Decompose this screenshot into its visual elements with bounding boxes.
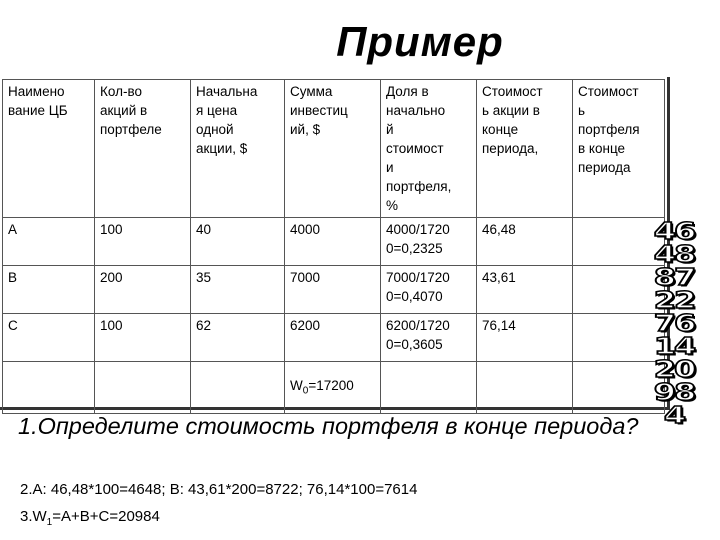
cell-end-price: 46,48 <box>477 218 573 266</box>
cell-sum: 7000 <box>285 266 381 314</box>
answer-line-1: 2.А: 46,48*100=4648; В: 43,61*200=8722; 76,14*100=7614 <box>20 481 418 498</box>
table-header-row <box>3 80 665 218</box>
portfolio-table <box>2 79 665 414</box>
table-row <box>3 266 665 314</box>
cell-qty: 100 <box>95 314 191 362</box>
cell-end-price: 43,61 <box>477 266 573 314</box>
cell-sum: 6200 <box>285 314 381 362</box>
deco-number: 22 <box>653 286 695 314</box>
cell-w0 <box>285 362 381 414</box>
deco-number: 76 <box>653 309 695 337</box>
cell-name: А <box>3 218 95 266</box>
table-total-row <box>3 362 665 414</box>
cell-price: 62 <box>191 314 285 362</box>
table-row <box>3 218 665 266</box>
header-end-value: Стоимост ь портфеля в конце периода <box>573 80 665 218</box>
answer-prefix: 3.W <box>20 508 47 525</box>
cell-qty: 100 <box>95 218 191 266</box>
cell-price: 40 <box>191 218 285 266</box>
decorative-numbers <box>628 217 720 429</box>
w0-value: =17200 <box>308 378 354 393</box>
deco-number: 98 <box>653 378 695 406</box>
header-quantity: Кол-во акций в портфеле <box>95 80 191 218</box>
cell-empty <box>95 362 191 414</box>
header-investment: Сумма инвестиц ий, $ <box>285 80 381 218</box>
answer-line-2 <box>20 508 160 528</box>
cell-share: 4000/1720 0=0,2325 <box>381 218 477 266</box>
cell-name: В <box>3 266 95 314</box>
deco-number: 48 <box>653 240 695 268</box>
cell-price: 35 <box>191 266 285 314</box>
deco-number: 46 <box>653 217 695 245</box>
w0-symbol: W <box>290 378 303 393</box>
cell-empty <box>3 362 95 414</box>
cell-share: 6200/1720 0=0,3605 <box>381 314 477 362</box>
w0-subscript: 0 <box>302 385 309 397</box>
header-security: Наимено вание ЦБ <box>3 80 95 218</box>
deco-number: 14 <box>653 332 695 360</box>
cell-share: 7000/1720 0=0,4070 <box>381 266 477 314</box>
deco-number: 4 <box>663 401 685 429</box>
header-share: Доля в начально й стоимост и портфеля, % <box>381 80 477 218</box>
answer-subscript: 1 <box>46 517 53 528</box>
deco-number: 20 <box>653 355 695 383</box>
slide-title: Пример <box>336 18 504 65</box>
cell-empty <box>477 362 573 414</box>
question-text: 1.Определите стоимость портфеля в конце периода? <box>18 413 639 439</box>
cell-qty: 200 <box>95 266 191 314</box>
cell-end-price: 76,14 <box>477 314 573 362</box>
table-row <box>3 314 665 362</box>
cell-empty <box>381 362 477 414</box>
cell-sum: 4000 <box>285 218 381 266</box>
cell-name: С <box>3 314 95 362</box>
header-initial-price: Начальна я цена одной акции, $ <box>191 80 285 218</box>
cell-empty <box>191 362 285 414</box>
header-end-price: Стоимост ь акции в конце периода, <box>477 80 573 218</box>
answer-rest: =А+В+С=20984 <box>52 508 160 525</box>
deco-number: 87 <box>653 263 695 291</box>
